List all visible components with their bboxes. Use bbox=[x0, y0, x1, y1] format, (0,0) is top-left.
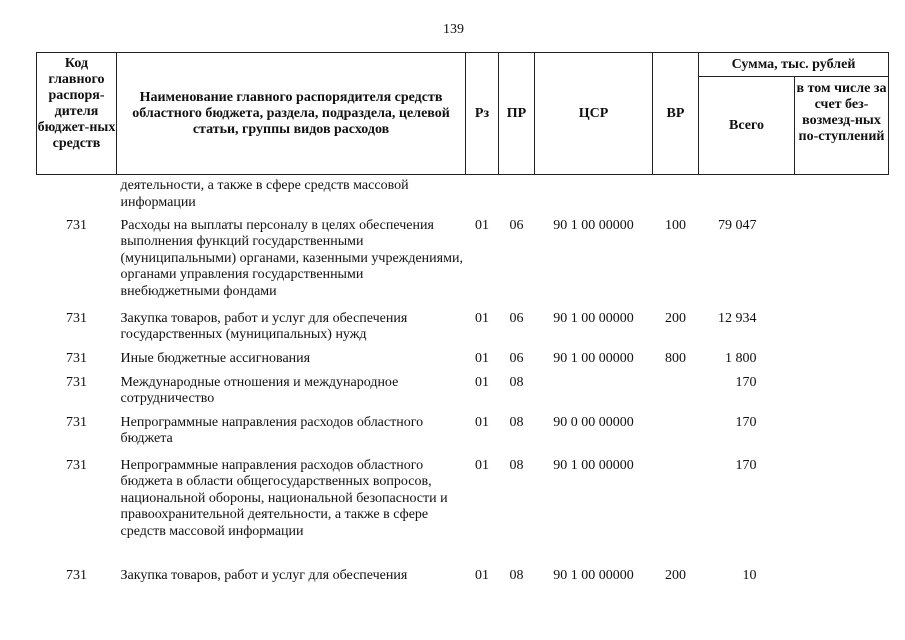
row-code: 731 bbox=[66, 350, 87, 366]
table-body bbox=[37, 175, 889, 592]
row-free bbox=[795, 415, 889, 458]
header-csr: ЦСР bbox=[535, 53, 653, 175]
row-pr: 08 bbox=[509, 414, 524, 430]
row-vr bbox=[653, 415, 699, 458]
row-pr: 06 bbox=[509, 217, 524, 233]
row-code: 731 bbox=[66, 414, 87, 430]
row-free bbox=[795, 458, 889, 568]
row-free bbox=[795, 375, 889, 415]
row-csr: 90 1 00 00000 bbox=[553, 310, 634, 326]
row-rz: 01 bbox=[475, 374, 489, 390]
row-code bbox=[37, 175, 117, 218]
row-code: 731 bbox=[66, 567, 87, 583]
row-csr: 90 1 00 00000 bbox=[553, 217, 634, 233]
table-row bbox=[37, 175, 889, 218]
table-row bbox=[37, 218, 889, 311]
row-name: Иные бюджетные ассигнования bbox=[120, 350, 311, 366]
row-vr bbox=[653, 175, 699, 218]
row-free bbox=[795, 568, 889, 592]
header-pr: ПР bbox=[499, 53, 535, 175]
row-total: 170 bbox=[735, 457, 757, 473]
row-free bbox=[795, 218, 889, 311]
row-free bbox=[795, 311, 889, 351]
header-total: Всего bbox=[699, 77, 795, 175]
row-free bbox=[795, 175, 889, 218]
row-csr bbox=[535, 375, 653, 415]
row-total: 170 bbox=[735, 374, 757, 390]
row-vr: 100 bbox=[665, 217, 686, 233]
table-row bbox=[37, 415, 889, 458]
row-rz: 01 bbox=[475, 567, 489, 583]
row-pr: 08 bbox=[509, 457, 524, 473]
row-rz: 01 bbox=[475, 217, 489, 233]
row-code: 731 bbox=[66, 457, 87, 473]
table-row bbox=[37, 311, 889, 351]
row-vr: 200 bbox=[665, 310, 686, 326]
row-rz: 01 bbox=[475, 457, 489, 473]
header-rz: Рз bbox=[466, 53, 499, 175]
row-total: 10 bbox=[742, 567, 757, 583]
row-rz: 01 bbox=[475, 310, 489, 326]
row-total: 79 047 bbox=[718, 217, 757, 233]
header-code: Код главного распоря-дителя бюджет-ных средств bbox=[37, 53, 117, 175]
row-pr bbox=[499, 175, 535, 218]
row-total bbox=[699, 175, 795, 218]
row-vr bbox=[653, 375, 699, 415]
row-csr: 90 0 00 00000 bbox=[553, 414, 634, 430]
budget-table bbox=[36, 52, 889, 592]
row-csr: 90 1 00 00000 bbox=[553, 567, 634, 583]
table-row bbox=[37, 458, 889, 568]
row-pr: 08 bbox=[509, 374, 524, 390]
row-code: 731 bbox=[66, 310, 87, 326]
row-name: Закупка товаров, работ и услуг для обеспечения государственных (муниципальных) нужд bbox=[120, 310, 408, 342]
table-row bbox=[37, 351, 889, 375]
table-row bbox=[37, 375, 889, 415]
row-total: 12 934 bbox=[718, 310, 757, 326]
header-vr: ВР bbox=[653, 53, 699, 175]
row-pr: 06 bbox=[509, 310, 524, 326]
row-name: Непрограммные направления расходов областного бюджета в области общегосударственных вопросов, национальной обороны, национальной безопасности и правоохранительной деятельности, а также в сфере средств массовой информации bbox=[120, 457, 448, 539]
row-csr: 90 1 00 00000 bbox=[553, 350, 634, 366]
row-name: Закупка товаров, работ и услуг для обеспечения bbox=[120, 567, 408, 583]
row-free bbox=[795, 351, 889, 375]
row-pr: 08 bbox=[509, 567, 524, 583]
row-rz: 01 bbox=[475, 414, 489, 430]
row-code: 731 bbox=[66, 374, 87, 390]
row-pr: 06 bbox=[509, 350, 524, 366]
table-row bbox=[37, 568, 889, 592]
row-csr: 90 1 00 00000 bbox=[553, 457, 634, 473]
row-name: Международные отношения и международное сотрудничество bbox=[120, 374, 399, 406]
table-header bbox=[37, 53, 889, 175]
row-total: 1 800 bbox=[725, 350, 757, 366]
row-vr bbox=[653, 458, 699, 568]
row-code: 731 bbox=[66, 217, 87, 233]
header-name: Наименование главного распорядителя средств областного бюджета, раздела, подраздела, целевой статьи, группы видов расходов bbox=[117, 53, 466, 175]
row-name: Непрограммные направления расходов областного бюджета bbox=[120, 414, 424, 446]
page-number: 139 bbox=[443, 22, 464, 37]
row-csr bbox=[535, 175, 653, 218]
row-vr: 800 bbox=[665, 350, 686, 366]
row-vr: 200 bbox=[665, 567, 686, 583]
row-rz bbox=[466, 175, 499, 218]
row-name: Расходы на выплаты персоналу в целях обеспечения выполнения функций государственными (муниципальными) органами, казенными учреждениями, органами управления государственными внебюджетными фондами bbox=[120, 217, 463, 299]
row-name: деятельности, а также в сфере средств массовой информации bbox=[120, 178, 409, 210]
row-rz: 01 bbox=[475, 350, 489, 366]
header-free: в том числе за счет без-возмезд-ных по-ступлений bbox=[795, 77, 889, 175]
row-total: 170 bbox=[735, 414, 757, 430]
header-sum: Сумма, тыс. рублей bbox=[699, 53, 889, 77]
